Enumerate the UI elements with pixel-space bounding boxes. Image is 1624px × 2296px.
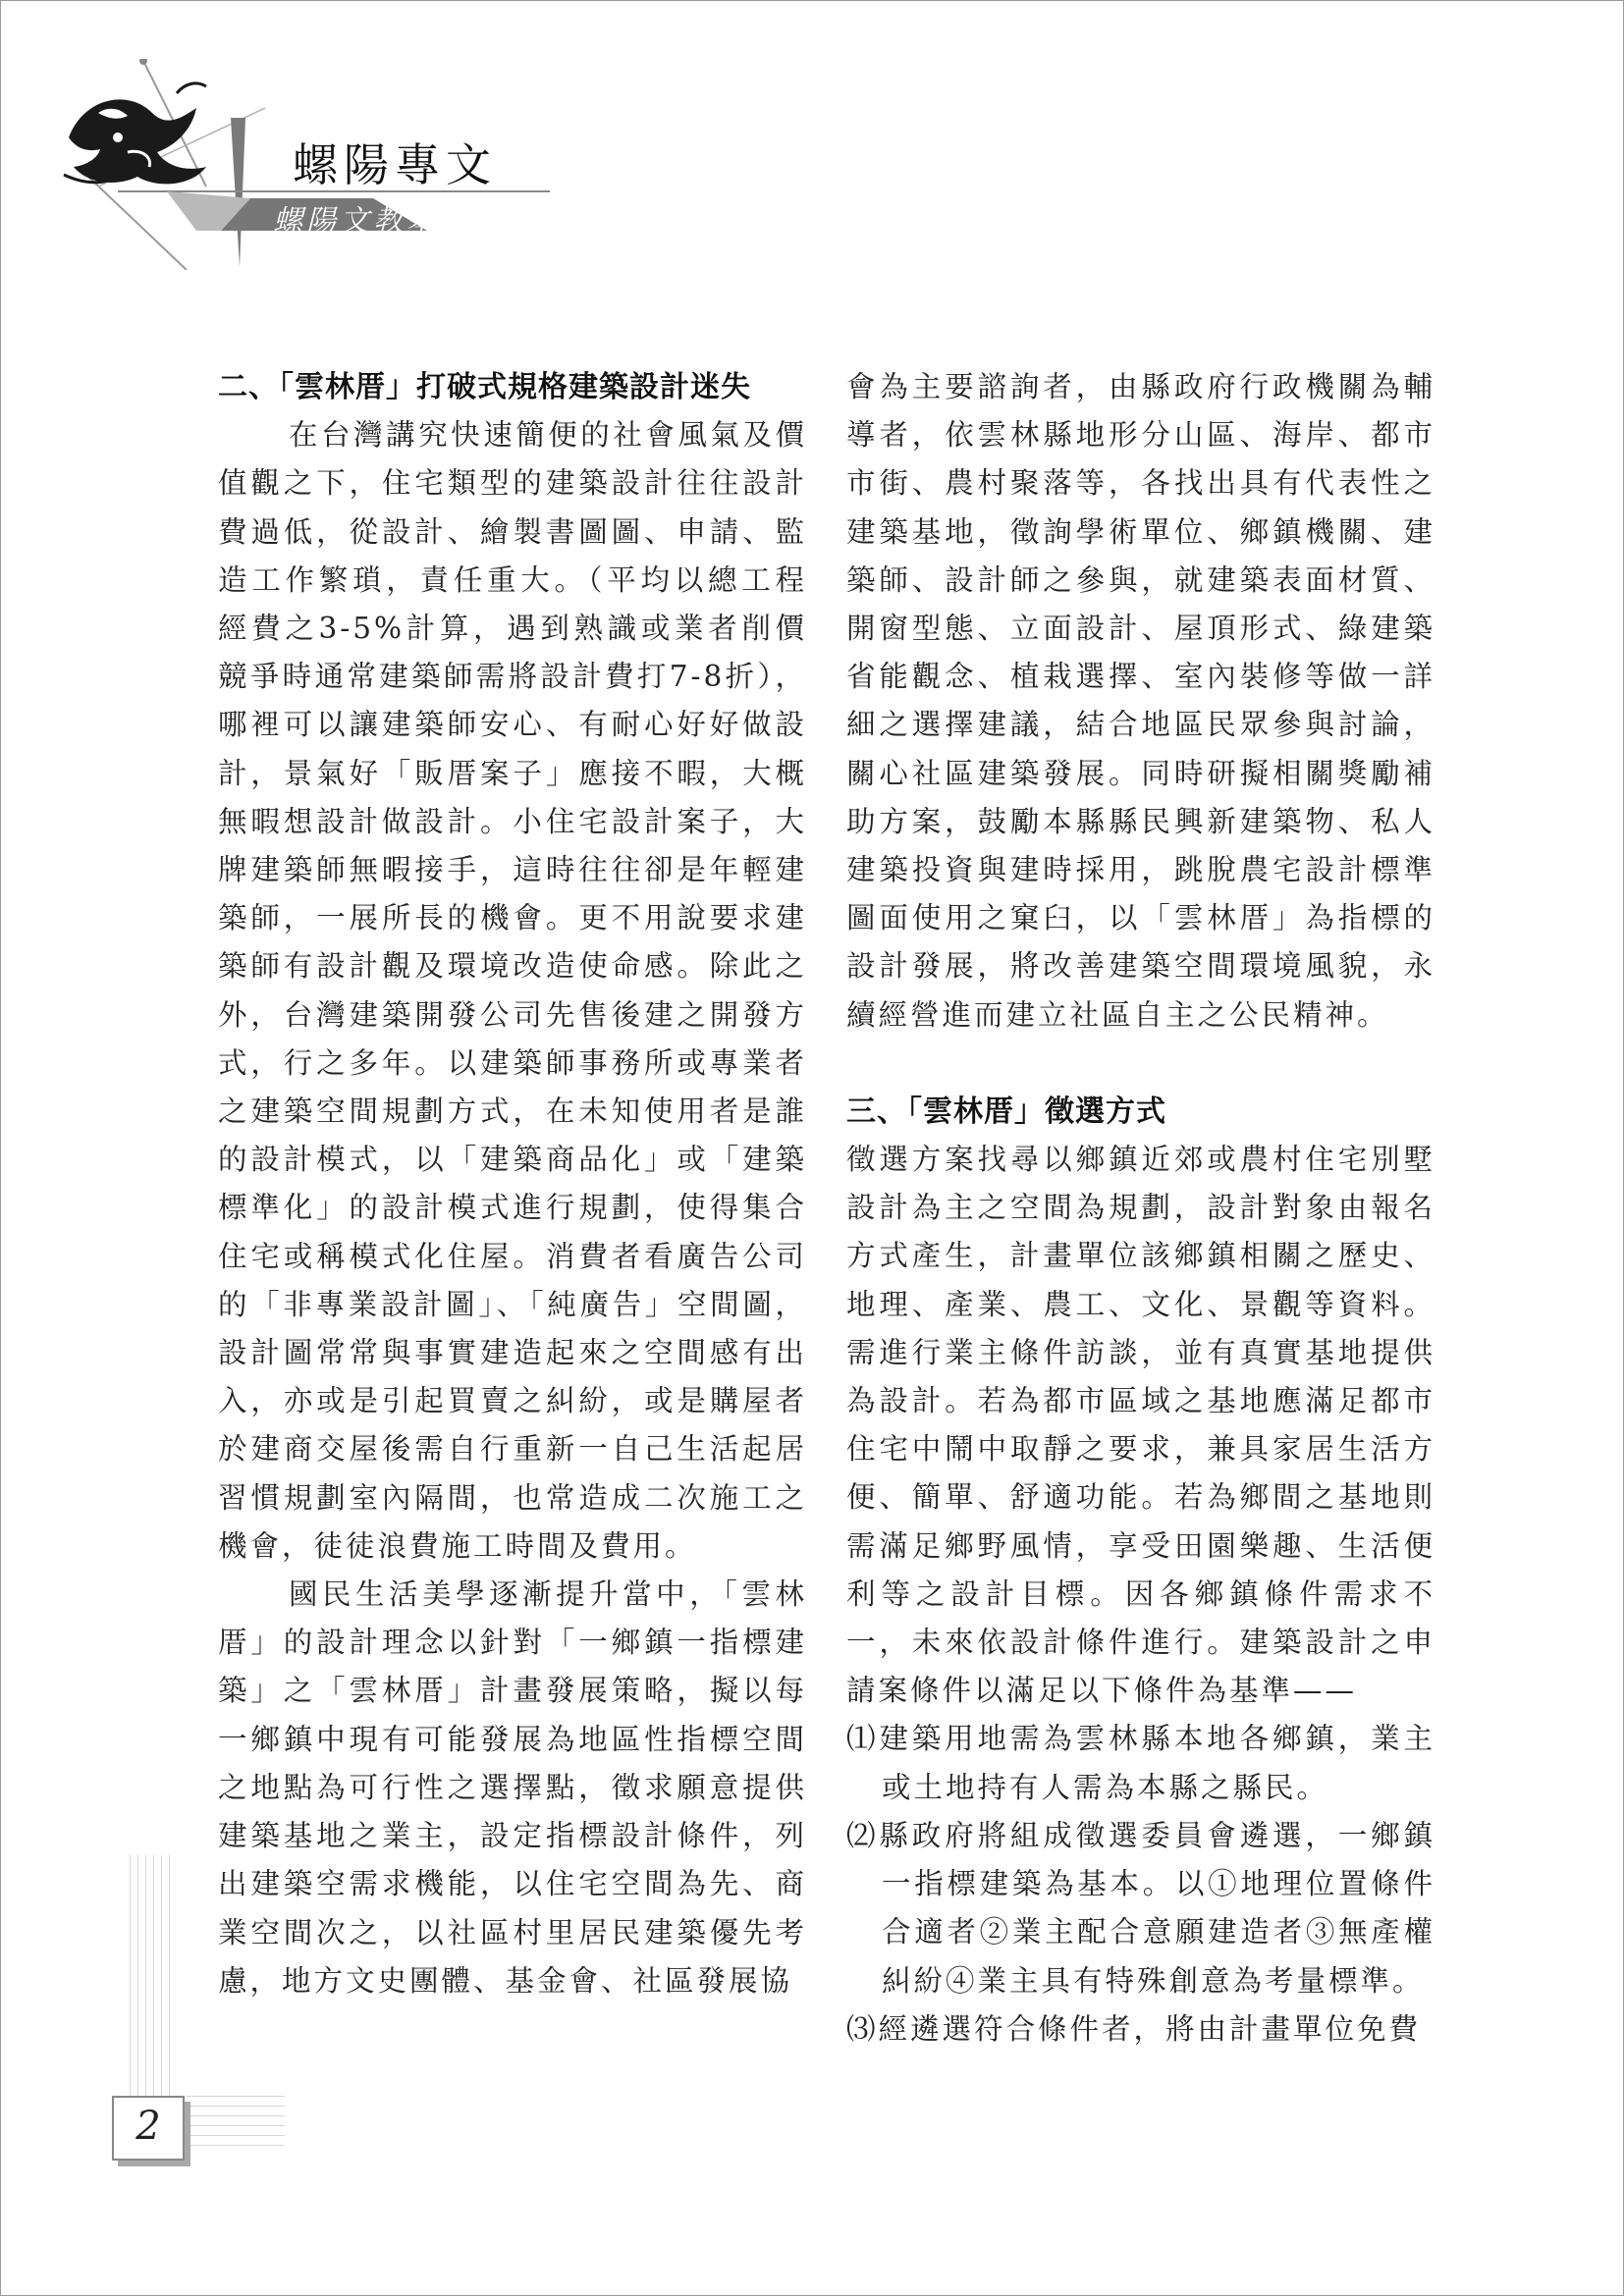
magazine-title: 螺陽專文	[293, 138, 497, 191]
page-number-box	[112, 2096, 185, 2161]
paragraph: 在台灣講究快速簡便的社會風氣及價值觀之下，住宅類型的建築設計往往設計費過低，從設計、繪製書圖圖、申請、監造工作繁瑣，責任重大。（平均以總工程經費之3-5%計算，遇到熟識或業者削價競爭時通常建築師需將設計費打7-8折），哪裡可以讓建築師安心、有耐心好好做設計，景氣好「販厝案子」應接不暇，大概無暇想設計做設計。小住宅設計案子，大牌建築師無暇接手，這時往往卻是年輕建築師，一展所長的機會。更不用說要求建築師有設計觀及環境改造使命感。除此之外，台灣建築開發公司先售後建之開發方式，行之多年。以建築師事務所或專業者之建築空間規劃方式，在未知使用者是誰的設計模式，以「建築商品化」或「建築標準化」的設計模式進行規劃，使得集合住宅或稱模式化住屋。消費者看廣告公司的「非專業設計圖」、「純廣告」空間圖，設計圖常常與事實建造起來之空間感有出入，亦或是引起買賣之糾紛，或是購屋者於建商交屋後需自行重新一自己生活起居習慣規劃室內隔間，也常造成二次施工之機會，徒徒浪費施工時間及費用。	[218, 418, 807, 1563]
list-item: ⑴建築用地需為雲林縣本地各鄉鎮，業主或土地持有人需為本縣之縣民。	[846, 1722, 1435, 1804]
paragraph: 國民生活美學逐漸提升當中，「雲林厝」的設計理念以針對「一鄉鎮一指標建築」之「雲林厝」計畫發展策略，擬以每一鄉鎮中現有可能發展為地區性指標空間之地點為可行性之選擇點，徵求願意提供建築基地之業主，設定指標設計條件，列出建築空需求機能，以住宅空間為先、商業空間次之，以社區村里居民建築優先考慮，地方文史團體、基金會、社區發展協	[218, 1577, 807, 1998]
left-column	[218, 363, 807, 2005]
decorative-vertical-lines	[130, 1855, 177, 2120]
spacer	[846, 1040, 1435, 1088]
section-heading-3: 三、「雲林厝」徵選方式	[846, 1094, 1166, 1129]
paragraph: 徵選方案找尋以鄉鎮近郊或農村住宅別墅設計為主之空間為規劃，設計對象由報名方式產生，計畫單位該鄉鎮相關之歷史、地理、產業、農工、文化、景觀等資料。需進行業主條件訪談，並有真實基地提供為設計。若為都市區域之基地應滿足都市住宅中鬧中取靜之要求，兼具家居生活方便、簡單、舒適功能。若為鄉間之基地則需滿足鄉野風情，享受田園樂趣、生活便利等之設計目標。因各鄉鎮條件需求不一，未來依設計條件進行。建築設計之申請案條件以滿足以下條件為基準——	[846, 1143, 1435, 1708]
foundation-name: 螺陽文教基金會	[273, 204, 507, 239]
right-column	[846, 363, 1435, 2054]
dragon-emblem-icon	[64, 83, 206, 185]
page-header	[59, 59, 569, 270]
page-number: 2	[135, 2104, 161, 2149]
list-item: ⑵縣政府將組成徵選委員會遴選，一鄉鎮一指標建築為基本。以①地理位置條件合適者②業主配合意願建造者③無產權糾紛④業主具有特殊創意為考量標準。	[846, 1818, 1435, 1998]
paragraph: 會為主要諮詢者，由縣政府行政機關為輔導者，依雲林縣地形分山區、海岸、都市市街、農村聚落等，各找出具有代表性之建築基地，徵詢學術單位、鄉鎮機關、建築師、設計師之參與，就建築表面材質、開窗型態、立面設計、屋頂形式、綠建築省能觀念、植栽選擇、室內裝修等做一詳細之選擇建議，結合地區民眾參與討論，關心社區建築發展。同時研擬相關獎勵補助方案，鼓勵本縣縣民興新建築物、私人建築投資與建時採用，跳脫農宅設計標準圖面使用之窠臼，以「雲林厝」為指標的設計發展，將改善建築空間環境風貌，永續經營進而建立社區自主之公民精神。	[846, 370, 1435, 1032]
list-item: ⑶經遴選符合條件者，將由計畫單位免費	[846, 2011, 1422, 2046]
section-heading-2: 二、「雲林厝」打破式規格建築設計迷失	[218, 370, 751, 404]
decorative-horizontal-lines	[187, 2096, 285, 2155]
